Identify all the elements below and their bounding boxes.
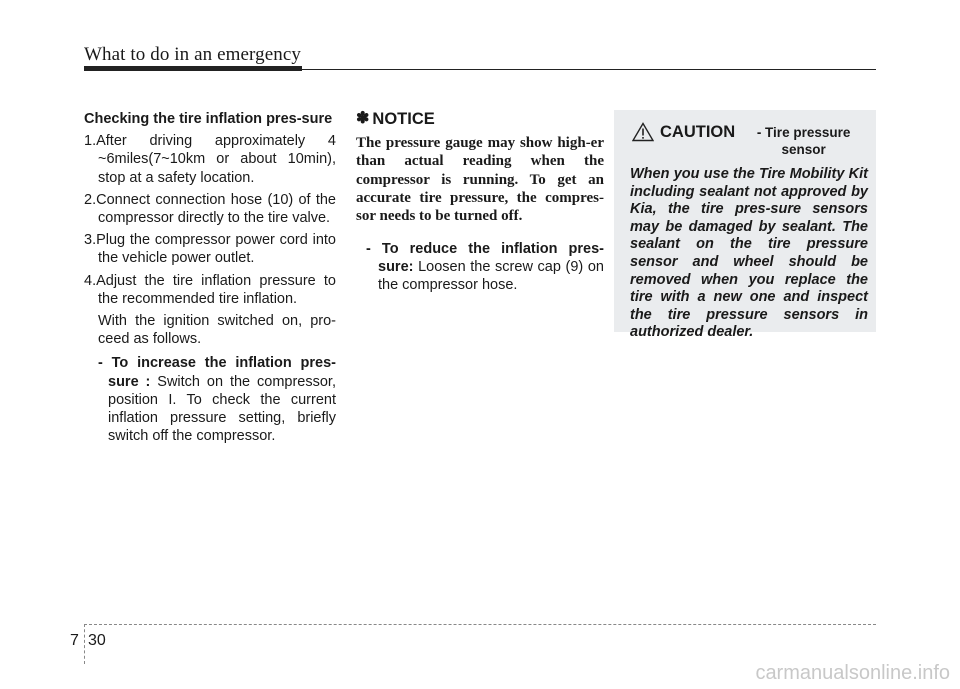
notice-column: [356, 110, 604, 309]
footer-separator: [84, 624, 85, 664]
reduce-instruction: [366, 240, 604, 295]
step-4: 4.Adjust the tire inflation pressure to the recommended tire inflation.: [84, 272, 336, 307]
reduce-text: Loosen the screw cap (9) on the compressor hose.: [378, 258, 604, 294]
caution-header: [630, 122, 868, 158]
caution-subtitle: - Tire pressure sensor: [756, 125, 851, 157]
warning-triangle-icon: [632, 122, 654, 142]
step-3: 3.Plug the compressor power cord into the vehicle power outlet.: [84, 232, 336, 267]
increase-instruction: [98, 354, 336, 445]
notice-asterisk-icon: ✽: [356, 110, 370, 127]
caution-title: CAUTION: [660, 123, 736, 141]
increase-label: - To increase the inflation pres-sure :: [98, 355, 336, 390]
footer-rule: [84, 624, 876, 625]
step-2: 2.Connect connection hose (10) of the compressor directly to the tire valve.: [84, 191, 336, 227]
increase-text: Switch on the compressor, position I. To check the current inflation pressure setting, briefly switch off the compressor.: [108, 373, 336, 445]
page-number: 30: [88, 632, 106, 649]
step-1: 1.After driving approximately 4 ~6miles(7~10km or about 10min), stop at a safety location.: [84, 133, 336, 186]
caution-box: [614, 110, 876, 341]
watermark: carmanualsonline.info: [755, 662, 950, 684]
left-column: [84, 110, 336, 445]
page-header-title: What to do in an emergency: [84, 44, 301, 65]
section-heading: Checking the tire inflation pres-sure: [84, 111, 333, 127]
ignition-paragraph: With the ignition switched on, pro-ceed as follows.: [98, 313, 336, 348]
notice-heading: [356, 110, 604, 128]
header-rule: [84, 69, 876, 70]
caution-body: When you use the Tire Mobility Kit including sealant not approved by Kia, the tire pres-sure sensors may be damaged by sealant. The sealant on the tire pressure sensor and wheel should be removed when you replace the tire with a new one and inspect the tire pressure sensors in authorized dealer.: [630, 166, 868, 341]
chapter-number: 7: [70, 632, 79, 649]
reduce-label: - To reduce the inflation pres-sure:: [366, 240, 604, 275]
notice-title: NOTICE: [372, 110, 435, 128]
notice-body: The pressure gauge may show high-er than actual reading when the compressor is running. To get an accurate tire pressure, the compres-sor needs to be turned off.: [356, 135, 604, 225]
